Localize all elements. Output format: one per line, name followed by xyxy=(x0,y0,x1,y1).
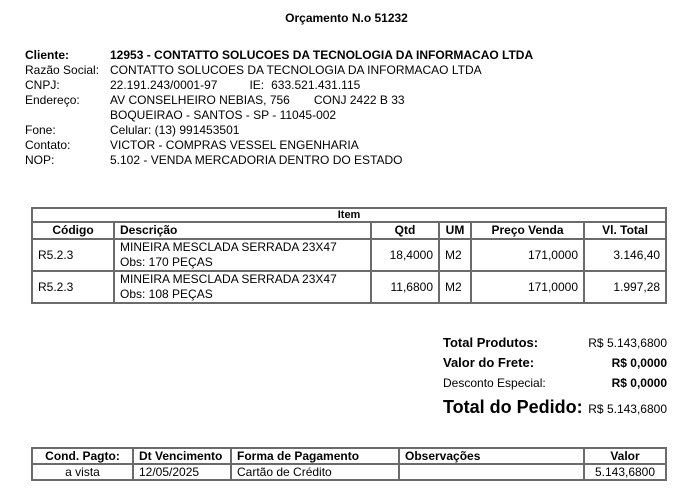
cell-total: 3.146,40 xyxy=(584,239,666,271)
endereco-complement: CONJ 2422 B 33 xyxy=(313,93,405,107)
endereco-row-2 xyxy=(25,108,533,123)
items-header-row xyxy=(32,222,666,239)
col-um: UM xyxy=(439,222,471,239)
item-obs: Obs: 108 PEÇAS xyxy=(120,287,213,301)
desconto-label: Desconto Especial: xyxy=(443,376,546,390)
ie-label: IE: xyxy=(249,78,265,92)
desconto-value: R$ 0,0000 xyxy=(611,376,667,390)
valor-frete-row xyxy=(443,353,667,373)
col-observacoes: Observações xyxy=(399,448,584,464)
cell-preco: 171,0000 xyxy=(471,271,584,303)
col-valor: Valor xyxy=(584,448,666,464)
contato-value: VICTOR - COMPRAS VESSEL ENGENHARIA xyxy=(110,138,359,152)
fone-label: Fone: xyxy=(25,123,56,137)
col-dt-vencimento: Dt Vencimento xyxy=(133,448,231,464)
fone-row xyxy=(25,123,533,138)
cell-um: M2 xyxy=(439,271,471,303)
nop-label: NOP: xyxy=(25,153,55,167)
nop-row xyxy=(25,153,533,168)
cell-codigo: R5.2.3 xyxy=(32,271,114,303)
fone-value: Celular: (13) 991453501 xyxy=(110,123,240,137)
total-produtos-row xyxy=(443,333,667,353)
client-info xyxy=(25,48,533,168)
cnpj-row xyxy=(25,78,533,93)
valor-frete-label: Valor do Frete: xyxy=(443,355,535,370)
contato-row xyxy=(25,138,533,153)
endereco-spacer xyxy=(25,108,110,123)
item-obs: Obs: 170 PEÇAS xyxy=(120,255,213,269)
total-produtos-label: Total Produtos: xyxy=(443,335,539,350)
table-row xyxy=(32,271,666,303)
razao-social-row xyxy=(25,63,533,78)
totals-block xyxy=(443,333,667,420)
endereco-row xyxy=(25,93,533,108)
cell-valor: 5.143,6800 xyxy=(584,464,666,480)
cell-descricao xyxy=(114,239,371,271)
table-row xyxy=(32,239,666,271)
cell-um: M2 xyxy=(439,239,471,271)
col-descricao: Descrição xyxy=(114,222,371,239)
col-preco-venda: Preço Venda xyxy=(471,222,584,239)
cell-dt-vencimento: 12/05/2025 xyxy=(133,464,231,480)
cell-codigo: R5.2.3 xyxy=(32,239,114,271)
client-row xyxy=(25,48,533,63)
items-title-row xyxy=(32,208,666,222)
cnpj-value: 22.191.243/0001-97 xyxy=(110,78,218,92)
valor-frete-value: R$ 0,0000 xyxy=(611,356,667,370)
endereco-label: Endereço: xyxy=(25,93,80,107)
endereco-line2: BOQUEIRAO - SANTOS - SP - 11045-002 xyxy=(110,108,337,122)
items-table xyxy=(31,207,667,304)
total-pedido-value: R$ 5.143,6800 xyxy=(588,402,667,416)
cell-observacoes xyxy=(399,464,584,480)
cell-cond-pagto: a vista xyxy=(32,464,133,480)
col-forma-pagamento: Forma de Pagamento xyxy=(231,448,399,464)
ie-value: 633.521.431.115 xyxy=(271,78,361,92)
contato-label: Contato: xyxy=(25,138,71,152)
razao-social-value: CONTATTO SOLUCOES DA TECNOLOGIA DA INFORMACAO LTDA xyxy=(110,63,482,77)
cell-qtd: 18,4000 xyxy=(371,239,439,271)
item-description: MINEIRA MESCLADA SERRADA 23X47 xyxy=(120,240,337,254)
client-value: 12953 - CONTATTO SOLUCOES DA TECNOLOGIA DA INFORMACAO LTDA xyxy=(110,48,534,62)
total-pedido-row xyxy=(443,394,667,420)
client-label: Cliente: xyxy=(25,48,70,62)
col-cond-pagto: Cond. Pagto: xyxy=(32,448,133,464)
cell-qtd: 11,6800 xyxy=(371,271,439,303)
col-qtd: Qtd xyxy=(371,222,439,239)
cell-forma-pagamento: Cartão de Crédito xyxy=(231,464,399,480)
total-produtos-value: R$ 5.143,6800 xyxy=(588,336,667,350)
table-row xyxy=(32,464,666,480)
total-pedido-label: Total do Pedido: xyxy=(443,397,583,417)
desconto-row xyxy=(443,373,667,393)
nop-value: 5.102 - VENDA MERCADORIA DENTRO DO ESTADO xyxy=(110,153,403,167)
razao-social-label: Razão Social: xyxy=(25,63,100,77)
item-description: MINEIRA MESCLADA SERRADA 23X47 xyxy=(120,272,337,286)
payment-header-row xyxy=(32,448,666,464)
col-codigo: Código xyxy=(32,222,114,239)
cell-preco: 171,0000 xyxy=(471,239,584,271)
endereco-line1: AV CONSELHEIRO NEBIAS, 756 xyxy=(110,93,290,107)
items-title: Item xyxy=(32,208,666,222)
payment-table xyxy=(31,447,667,481)
cell-total: 1.997,28 xyxy=(584,271,666,303)
cell-descricao xyxy=(114,271,371,303)
col-vl-total: Vl. Total xyxy=(584,222,666,239)
page-title: Orçamento N.o 51232 xyxy=(285,11,408,25)
cnpj-label: CNPJ: xyxy=(25,78,60,92)
